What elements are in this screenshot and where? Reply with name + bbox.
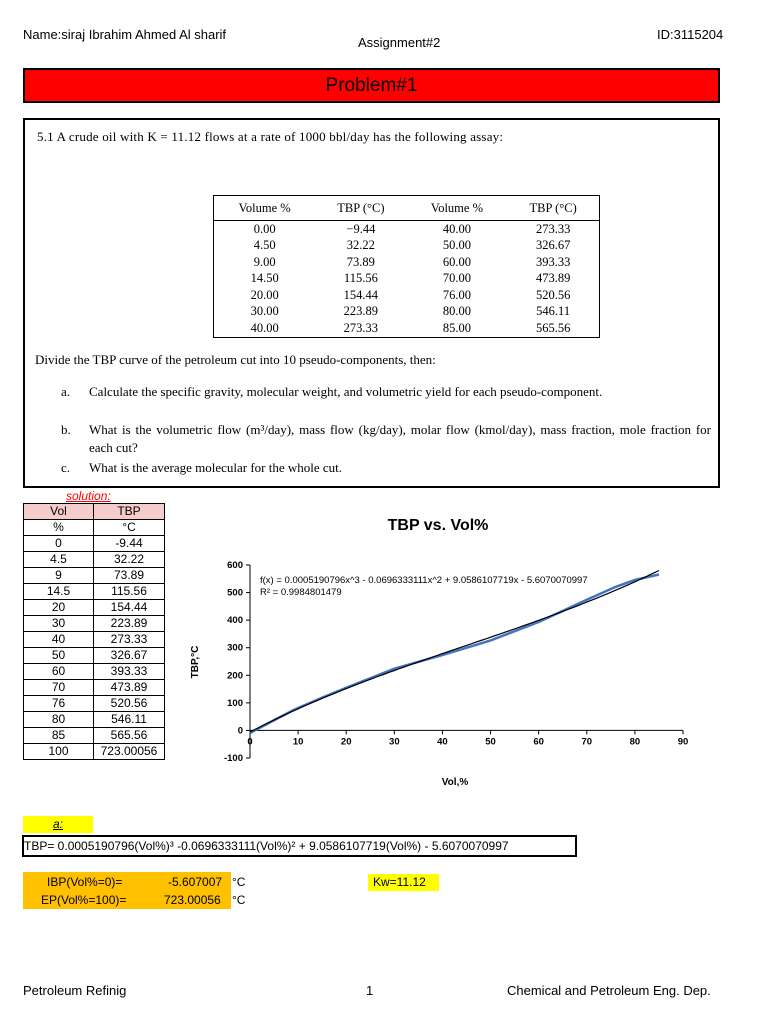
assay-row [214, 221, 600, 238]
table-row [24, 664, 165, 680]
assay-cell: 70.00 [442, 271, 471, 286]
solution-label: solution: [66, 489, 111, 503]
assay-header-3: TBP (°C) [507, 196, 599, 221]
tbp-cell: 73.89 [94, 568, 165, 584]
assay-cell: 393.33 [535, 254, 571, 269]
table-row [24, 744, 165, 760]
ibp-value: -5.607007 [168, 875, 223, 889]
assay-cell: 76.00 [442, 287, 471, 302]
y-tick-label: 500 [227, 587, 243, 599]
assay-row [214, 238, 600, 255]
unit-tbp: °C [94, 520, 165, 536]
assay-cell: 30.00 [250, 304, 279, 319]
x-tick-label: 90 [677, 736, 689, 748]
assay-cell: 4.50 [253, 238, 276, 253]
tbp-cell: 32.22 [94, 552, 165, 568]
table-row [24, 728, 165, 744]
assay-header-0: Volume % [214, 196, 316, 221]
problem-banner [23, 68, 720, 103]
assay-cell: 273.33 [535, 221, 571, 236]
assay-cell: 20.00 [250, 287, 279, 302]
footer-course: Petroleum Refinig [23, 983, 127, 998]
vol-cell: 70 [24, 680, 94, 696]
assay-cell: 80.00 [442, 304, 471, 319]
assay-cell: 115.56 [343, 271, 378, 286]
table-row [24, 712, 165, 728]
table-row [24, 680, 165, 696]
question-a-text: Calculate the specific gravity, molecular weight, and volumetric yield for each pseudo-component. [89, 384, 603, 399]
x-axis-label: Vol,% [441, 777, 469, 788]
tbp-cell: 520.56 [94, 696, 165, 712]
table-row [24, 584, 165, 600]
footer-page-number: 1 [366, 983, 374, 998]
assay-row [214, 271, 600, 288]
part-a-label-text: a: [53, 817, 64, 831]
question-a [61, 383, 711, 401]
part-a-label [23, 816, 93, 833]
tbp-cell: 154.44 [94, 600, 165, 616]
tbp-cell: 565.56 [94, 728, 165, 744]
vol-cell: 0 [24, 536, 94, 552]
assay-cell: 32.22 [346, 238, 375, 253]
problem-statement [23, 118, 720, 488]
tbp-cell: 223.89 [94, 616, 165, 632]
vol-cell: 4.5 [24, 552, 94, 568]
ibp-ep-box [23, 872, 231, 909]
assay-header-2: Volume % [406, 196, 507, 221]
question-b-text: What is the volumetric flow (m³/day), mass flow (kg/day), molar flow (kmol/day), mass fraction, mole fraction for each cut? [89, 422, 711, 455]
vol-cell: 85 [24, 728, 94, 744]
vol-cell: 14.5 [24, 584, 94, 600]
question-b [61, 421, 711, 457]
y-tick-label: 600 [227, 560, 243, 571]
table-row [24, 648, 165, 664]
assay-cell: 546.11 [536, 304, 571, 319]
student-id: ID:3115204 [657, 27, 724, 42]
x-tick-label: 10 [292, 736, 304, 748]
assay-header-1: TBP (°C) [315, 196, 406, 221]
assay-cell: 50.00 [442, 238, 471, 253]
vol-cell: 100 [24, 744, 94, 760]
kw-box [368, 874, 439, 891]
x-tick-label: 60 [533, 736, 544, 748]
vol-cell: 40 [24, 632, 94, 648]
tbp-equation: TBP= 0.0005190796(Vol%)³ -0.0696333111(Vol%)² + 9.0586107719(Vol%) - 5.6070070997 [22, 835, 577, 857]
tbp-cell: 473.89 [94, 680, 165, 696]
vol-cell: 50 [24, 648, 94, 664]
kw-value: Kw=11.12 [373, 875, 426, 889]
ep-value: 723.00056 [164, 893, 221, 907]
y-tick-label: 300 [227, 642, 243, 654]
x-tick-label: 50 [485, 736, 496, 748]
student-name: Name:siraj Ibrahim Ahmed Al sharif [23, 27, 227, 42]
ibp-unit: °C [232, 875, 246, 889]
assay-cell: 520.56 [535, 287, 571, 302]
assay-cell: 273.33 [343, 320, 379, 335]
vol-cell: 20 [24, 600, 94, 616]
assay-cell: 9.00 [253, 254, 276, 269]
table-row [24, 696, 165, 712]
table-row [24, 568, 165, 584]
trendline-equation: f(x) = 0.0005190796x^3 - 0.0696333111x^2 + 9.0586107719x - 5.6070070997 [260, 575, 588, 586]
ep-label: EP(Vol%=100)= [41, 893, 127, 907]
assay-table [213, 195, 600, 338]
header-vol: Vol [24, 504, 94, 520]
vol-cell: 80 [24, 712, 94, 728]
question-a-letter: a. [61, 384, 71, 399]
y-axis-label: TBP,°C [190, 645, 201, 679]
x-tick-label: 0 [247, 736, 253, 748]
assay-cell: 73.89 [346, 254, 375, 269]
table-row [24, 552, 165, 568]
ibp-label: IBP(Vol%=0)= [47, 875, 123, 889]
assay-cell: 473.89 [535, 271, 571, 286]
y-tick-label: 0 [237, 725, 243, 737]
problem-divide: Divide the TBP curve of the petroleum cut into 10 pseudo-components, then: [35, 352, 436, 367]
question-b-letter: b. [61, 422, 71, 437]
table-header-row [24, 504, 165, 520]
assay-cell: 326.67 [535, 238, 571, 253]
y-tick-label: -100 [223, 753, 243, 764]
assay-cell: 0.00 [253, 221, 276, 236]
table-row [24, 616, 165, 632]
tbp-cell: 326.67 [94, 648, 165, 664]
footer-department: Chemical and Petroleum Eng. Dep. [507, 983, 711, 998]
vol-tbp-table [23, 503, 165, 760]
assay-row [214, 287, 600, 304]
question-c-text: What is the average molecular for the whole cut. [89, 460, 343, 475]
table-row [24, 536, 165, 552]
vol-cell: 60 [24, 664, 94, 680]
x-tick-label: 40 [437, 736, 448, 748]
assignment-title: Assignment#2 [358, 35, 441, 50]
trendline-r2: R² = 0.9984801479 [260, 587, 342, 598]
y-tick-label: 100 [227, 697, 243, 709]
chart-title: TBP vs. Vol% [387, 517, 489, 534]
tbp-cell: 723.00056 [94, 744, 165, 760]
tbp-cell: 393.33 [94, 664, 165, 680]
question-c [61, 459, 711, 477]
tbp-cell: -9.44 [94, 536, 165, 552]
vol-cell: 9 [24, 568, 94, 584]
unit-vol: % [24, 520, 94, 536]
tbp-cell: 546.11 [94, 712, 165, 728]
x-tick-label: 20 [340, 736, 352, 748]
table-row [24, 632, 165, 648]
tbp-cell: 273.33 [94, 632, 165, 648]
question-c-letter: c. [61, 460, 71, 475]
assay-row [214, 254, 600, 271]
x-tick-label: 80 [629, 736, 641, 748]
problem-title: Problem#1 [325, 74, 418, 96]
assay-row [214, 320, 600, 337]
assay-cell: 40.00 [250, 320, 279, 335]
header-tbp: TBP [94, 504, 165, 520]
x-tick-label: 70 [581, 736, 593, 748]
assay-cell: 85.00 [442, 320, 471, 335]
vol-cell: 76 [24, 696, 94, 712]
vol-cell: 30 [24, 616, 94, 632]
y-tick-label: 400 [227, 615, 243, 627]
assay-cell: 154.44 [343, 287, 379, 302]
table-row [24, 600, 165, 616]
assay-cell: 60.00 [442, 254, 471, 269]
assay-cell: 223.89 [343, 304, 379, 319]
y-tick-label: 200 [227, 670, 243, 682]
x-tick-label: 30 [389, 736, 400, 748]
assay-row [214, 304, 600, 321]
table-units-row [24, 520, 165, 536]
ep-unit: °C [232, 893, 246, 907]
assay-cell: 14.50 [250, 271, 279, 286]
tbp-chart [180, 500, 700, 800]
assay-cell: 40.00 [442, 221, 471, 236]
assay-cell: 565.56 [535, 320, 571, 335]
problem-intro: 5.1 A crude oil with K = 11.12 flows at a rate of 1000 bbl/day has the following assay: [37, 129, 504, 144]
tbp-cell: 115.56 [94, 584, 165, 600]
assay-cell: −9.44 [346, 221, 376, 236]
